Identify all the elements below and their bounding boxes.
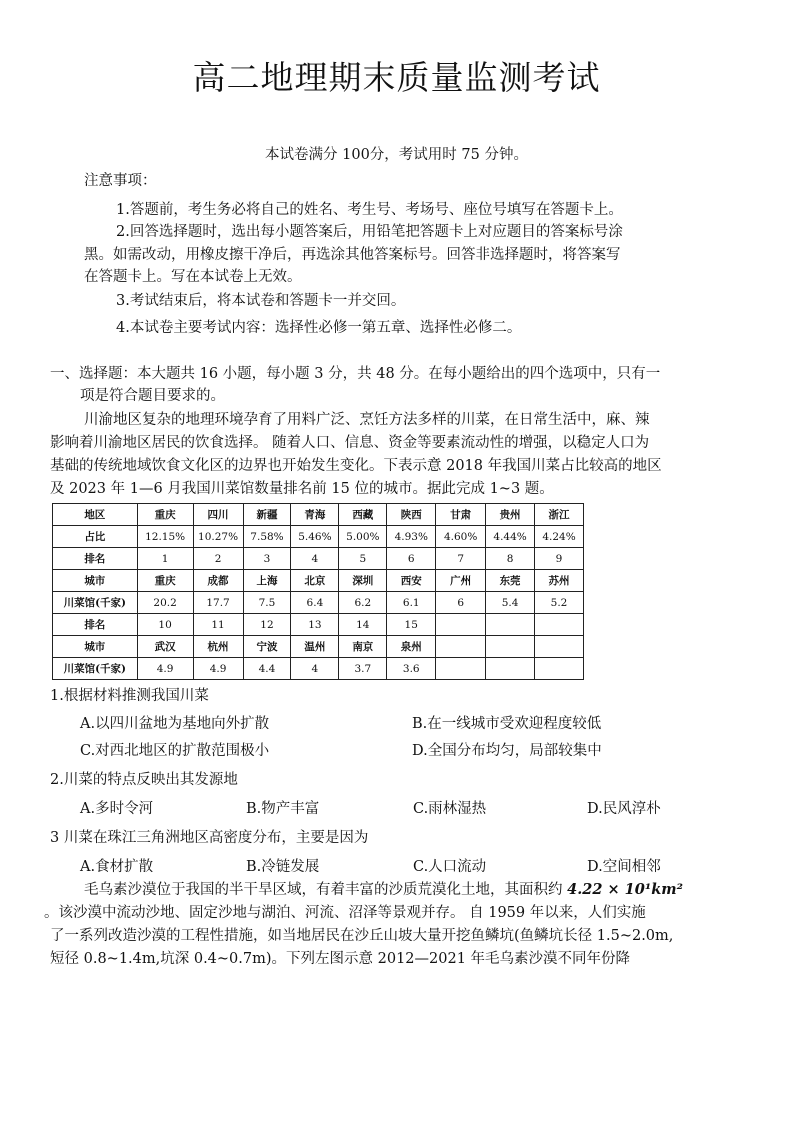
- table-cell: [486, 658, 535, 680]
- table-cell: 广州: [436, 570, 486, 592]
- table-row-header: 占比: [53, 526, 138, 548]
- table-cell: 东莞: [486, 570, 535, 592]
- table-cell: 西藏: [339, 504, 387, 526]
- table-cell: 温州: [291, 636, 339, 658]
- table-cell: 6: [387, 548, 436, 570]
- area-value: 4.22 × 10¹km²: [567, 881, 683, 898]
- table-cell: 5.00%: [339, 526, 387, 548]
- table-cell: 浙江: [535, 504, 584, 526]
- table-cell: 10: [137, 614, 193, 636]
- q3-option-d[interactable]: D.空间相邻: [587, 859, 661, 875]
- table-cell: [436, 636, 486, 658]
- table-cell: 5.2: [535, 592, 584, 614]
- table-cell: 13: [291, 614, 339, 636]
- table-cell: [436, 658, 486, 680]
- section-1-line-2: 项是符合题目要求的。: [80, 388, 225, 404]
- passage-1-line-4: 及 2023 年 1—6 月我国川菜馆数量排名前 15 位的城市。据此完成 1~3 题。: [50, 481, 554, 497]
- notice-4: 4.本试卷主要考试内容：选择性必修一第五章、选择性必修二。: [116, 320, 522, 336]
- table-row-header: 川菜馆(千家): [53, 658, 138, 680]
- exam-info: 本试卷满分 100分，考试用时 75 分钟。: [265, 147, 528, 163]
- passage-2-line-2: 。该沙漠中流动沙地、固定沙地与湖泊、河流、沼泽等景观并存。 自 1959 年以来，人们实施: [44, 905, 646, 921]
- table-cell: 14: [339, 614, 387, 636]
- table-row-header: 城市: [53, 570, 138, 592]
- table-row: [53, 636, 584, 658]
- table-row: [53, 614, 584, 636]
- q1-option-a[interactable]: A.以四川盆地为基地向外扩散: [80, 716, 270, 732]
- table-cell: 9: [535, 548, 584, 570]
- table-cell: 西安: [387, 570, 436, 592]
- passage-1-line-2: 影响着川渝地区居民的饮食选择。 随着人口、信息、资金等要素流动性的增强，以稳定人口为: [50, 435, 650, 451]
- table-cell: 北京: [291, 570, 339, 592]
- table-row-header: 川菜馆(千家): [53, 592, 138, 614]
- table-cell: 宁波: [243, 636, 291, 658]
- table-cell: [535, 658, 584, 680]
- table-cell: 4.9: [193, 658, 243, 680]
- table-cell: 四川: [193, 504, 243, 526]
- q1-option-d[interactable]: D.全国分布均匀，局部较集中: [412, 743, 602, 759]
- q3-stem: 3 川菜在珠江三角洲地区高密度分布，主要是因为: [50, 830, 369, 846]
- table-cell: 苏州: [535, 570, 584, 592]
- table-cell: 6.4: [291, 592, 339, 614]
- q2-option-a[interactable]: A.多时令河: [80, 801, 154, 817]
- q3-option-c[interactable]: C.人口流动: [413, 859, 487, 875]
- q1-option-c[interactable]: C.对西北地区的扩散范围极小: [80, 743, 270, 759]
- table-cell: 贵州: [486, 504, 535, 526]
- table-cell: 5.46%: [291, 526, 339, 548]
- notice-1: 1.答题前，考生务必将自己的姓名、考生号、考场号、座位号填写在答题卡上。: [116, 202, 623, 218]
- q2-option-b[interactable]: B.物产丰富: [246, 801, 320, 817]
- table-cell: 青海: [291, 504, 339, 526]
- table-cell: 12.15%: [137, 526, 193, 548]
- table-cell: 深圳: [339, 570, 387, 592]
- table-cell: 3.7: [339, 658, 387, 680]
- notice-2-line-3: 在答题卡上。写在本试卷上无效。: [84, 269, 302, 285]
- table-cell: 甘肃: [436, 504, 486, 526]
- table-cell: 8: [486, 548, 535, 570]
- table-row-header: 排名: [53, 614, 138, 636]
- table-cell: 7: [436, 548, 486, 570]
- q3-option-b[interactable]: B.冷链发展: [246, 859, 320, 875]
- passage-2-line-3: 了一系列改造沙漠的工程性措施，如当地居民在沙丘山坡大量开挖鱼鳞坑(鱼鳞坑长径 1.5~2.0m,: [50, 928, 674, 944]
- table-row: [53, 548, 584, 570]
- table-cell: [535, 614, 584, 636]
- q1-stem: 1.根据材料推测我国川菜: [50, 688, 209, 704]
- table-cell: [486, 636, 535, 658]
- q2-option-c[interactable]: C.雨林湿热: [413, 801, 487, 817]
- passage-1-line-1: 川渝地区复杂的地理环境孕育了用料广泛、烹饪方法多样的川菜，在日常生活中，麻、辣: [84, 412, 650, 428]
- notice-heading: 注意事项：: [84, 173, 157, 189]
- table-cell: 5.4: [486, 592, 535, 614]
- table-cell: 泉州: [387, 636, 436, 658]
- table-cell: 7.58%: [243, 526, 291, 548]
- notice-2-line-2: 黑。如需改动，用橡皮擦干净后，再选涂其他答案标号。回答非选择题时，将答案写: [84, 247, 621, 263]
- table-cell: 4.9: [137, 658, 193, 680]
- table-cell: 10.27%: [193, 526, 243, 548]
- table-row-header: 地区: [53, 504, 138, 526]
- table-cell: 3.6: [387, 658, 436, 680]
- table-cell: 南京: [339, 636, 387, 658]
- table-cell: 4.4: [243, 658, 291, 680]
- table-cell: 7.5: [243, 592, 291, 614]
- table-cell: 6.2: [339, 592, 387, 614]
- passage-2-line-1: [84, 880, 683, 900]
- passage-2-line-4: 短径 0.8~1.4m,坑深 0.4~0.7m)。下列左图示意 2012—2021 年毛乌素沙漠不同年份降: [50, 951, 631, 967]
- table-cell: 4.44%: [486, 526, 535, 548]
- table-cell: 6: [436, 592, 486, 614]
- q2-option-d[interactable]: D.民风淳朴: [587, 801, 661, 817]
- passage-2-line-1-text: 毛乌素沙漠位于我国的半干旱区域，有着丰富的沙质荒漠化土地，其面积约: [84, 882, 563, 898]
- table-cell: 成都: [193, 570, 243, 592]
- table-cell: 6.1: [387, 592, 436, 614]
- table-row: [53, 592, 584, 614]
- table-row-header: 排名: [53, 548, 138, 570]
- table-cell: 武汉: [137, 636, 193, 658]
- sichuan-cuisine-table: [52, 503, 584, 680]
- table-cell: [486, 614, 535, 636]
- table-cell: 上海: [243, 570, 291, 592]
- table-cell: 4.24%: [535, 526, 584, 548]
- table-cell: 4: [291, 548, 339, 570]
- notice-3: 3.考试结束后，将本试卷和答题卡一并交回。: [116, 293, 406, 309]
- table-cell: 17.7: [193, 592, 243, 614]
- page-title: 高二地理期末质量监测考试: [192, 58, 601, 97]
- table-cell: 12: [243, 614, 291, 636]
- table-row: [53, 526, 584, 548]
- table-row: [53, 570, 584, 592]
- table-cell: 4.60%: [436, 526, 486, 548]
- table-cell: 4: [291, 658, 339, 680]
- table-row: [53, 504, 584, 526]
- table-cell: 4.93%: [387, 526, 436, 548]
- table-cell: 3: [243, 548, 291, 570]
- table-cell: 11: [193, 614, 243, 636]
- table-cell: 陕西: [387, 504, 436, 526]
- table-cell: 15: [387, 614, 436, 636]
- table-cell: 新疆: [243, 504, 291, 526]
- notice-2-line-1: 2.回答选择题时，选出每小题答案后，用铅笔把答题卡上对应题目的答案标号涂: [116, 224, 623, 240]
- table-row: [53, 658, 584, 680]
- section-1-line-1: 一、选择题：本大题共 16 小题，每小题 3 分，共 48 分。在每小题给出的四个选项中，只有一: [50, 366, 661, 382]
- q1-option-b[interactable]: B.在一线城市受欢迎程度较低: [412, 716, 602, 732]
- table-cell: 重庆: [137, 504, 193, 526]
- table-cell: 重庆: [137, 570, 193, 592]
- table-cell: 1: [137, 548, 193, 570]
- table-cell: 杭州: [193, 636, 243, 658]
- table-cell: 20.2: [137, 592, 193, 614]
- table-cell: 2: [193, 548, 243, 570]
- passage-1-line-3: 基础的传统地域饮食文化区的边界也开始发生变化。下表示意 2018 年我国川菜占比较高的地区: [50, 458, 662, 474]
- q3-option-a[interactable]: A.食材扩散: [80, 859, 154, 875]
- table-cell: [535, 636, 584, 658]
- table-cell: 5: [339, 548, 387, 570]
- table-cell: [436, 614, 486, 636]
- q2-stem: 2.川菜的特点反映出其发源地: [50, 772, 238, 788]
- table-row-header: 城市: [53, 636, 138, 658]
